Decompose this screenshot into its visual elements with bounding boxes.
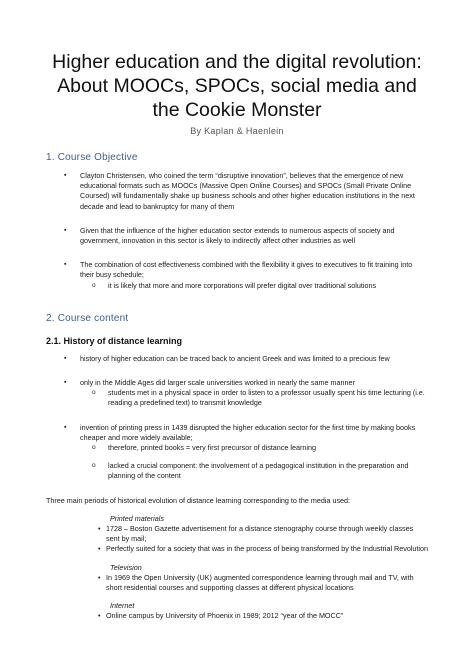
periods-intro: Three main periods of historical evolution of distance learning corresponding to the media used: (46, 495, 351, 505)
history-list (46, 354, 428, 482)
objective-bullet: ▪ Clayton Christensen, who coined the term “disruptive innovation”, believes that the emergence of new educational formats such as MOOCs (Massive Open Online Courses) and SPOCs (Small Private Online Coursed) will fundamentally shake up business schools and other higher education institutions in the next decade and lead to bankruptcy for many of them (64, 171, 428, 212)
printed-item: • 1728 – Boston Gazette advertisement for a distance stenography course through weekly classes sent by mail; (98, 524, 428, 544)
printed-item: • Perfectly suited for a society that was in the process of being transformed by the Industrial Revolution (98, 544, 428, 554)
objective-sub-bullet: o it is likely that more and more corporations will prefer digital over traditional solutions (92, 281, 428, 291)
subsection-heading-history: 2.1. History of distance learning (46, 335, 183, 346)
internet-item: • Online campus by University of Phoenix in 1989; 2012 “year of the MOCC” (98, 611, 428, 621)
internet-list (46, 611, 428, 621)
television-list (46, 573, 428, 593)
history-bullet: ▪ history of higher education can be traced back to ancient Greek and was limited to a precious few (64, 354, 428, 364)
history-bullet: ▪ only in the Middle Ages did larger scale universities worked in nearly the same manner (64, 378, 428, 388)
objective-bullet: ▪ The combination of cost effectiveness combined with the flexibility it gives to executives to fit training into their busy schedule; (64, 260, 428, 280)
period-label-television: Television (110, 562, 142, 572)
history-sub-bullet: o lacked a crucial component: the involvement of a pedagogical institution in the preparation and planning of the content (92, 461, 428, 481)
history-sub-bullet: o therefore, printed books = very first precursor of distance learning (92, 443, 428, 453)
document-title: Higher education and the digital revolution: About MOOCs, SPOCs, social media and the Cookie Monster (52, 51, 422, 121)
history-sub-bullet: o students met in a physical space in order to listen to a professor usually spent his time lecturing (i.e. reading a predefined text) to transmit knowledge (92, 388, 428, 408)
section-heading-content: 2. Course content (46, 312, 129, 324)
period-label-printed: Printed materials (110, 513, 164, 523)
history-bullet: ▪ invention of printing press in 1439 disrupted the higher education sector for the first time by making books cheaper and more widely available; (64, 423, 428, 443)
objective-list (46, 171, 428, 291)
section-heading-objective: 1. Course Objective (46, 152, 138, 163)
period-label-internet: Internet (110, 601, 135, 611)
author-byline: By Kaplan & Haenlein (190, 126, 284, 136)
printed-list (46, 524, 428, 555)
television-item: • In 1969 the Open University (UK) augmented correspondence learning through mail and TV, with short residential courses and supporting classes at different physical locations (98, 573, 428, 593)
objective-bullet: ▪ Given that the influence of the higher education sector extends to numerous aspects of society and government, innovation in this sector is likely to indirectly affect other industries as well (64, 226, 428, 246)
